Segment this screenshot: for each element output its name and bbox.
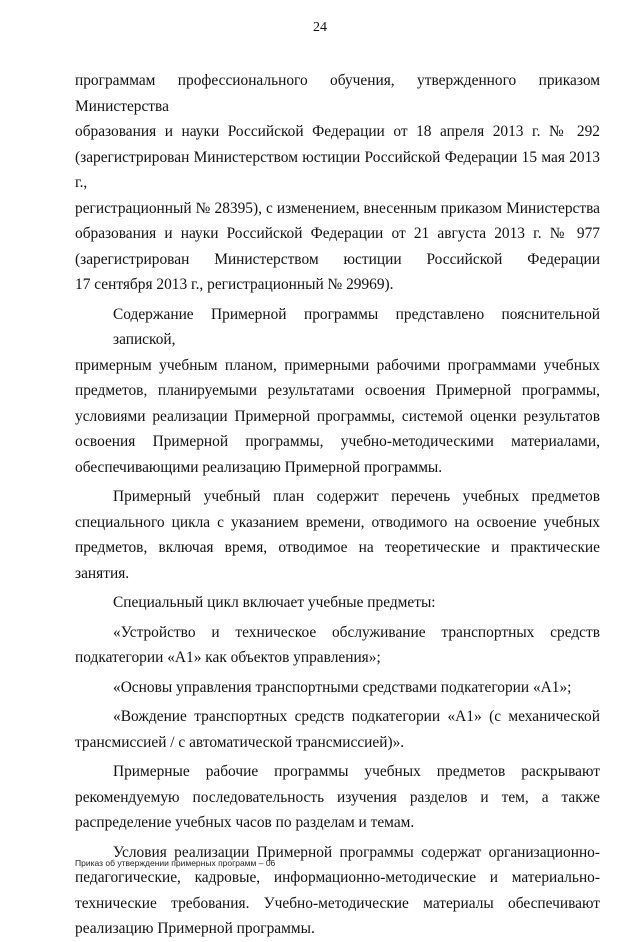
paragraph-6 bbox=[75, 675, 600, 701]
paragraph-9 bbox=[75, 840, 600, 942]
paragraph-5 bbox=[75, 620, 600, 671]
text-line: (зарегистрирован Министерством юстиции Российской Федерации bbox=[75, 250, 600, 268]
text-line: Специальный цикл включает учебные предметы: bbox=[113, 594, 436, 611]
text-line: Содержание Примерной программы представлено пояснительной запиской, bbox=[113, 305, 600, 348]
text-line: примерным учебным планом, примерными рабочими программами учебных bbox=[75, 356, 600, 374]
text-line: образования и науки Российской Федерации от 21 августа 2013 г. № 977 bbox=[75, 225, 600, 242]
paragraph-8 bbox=[75, 759, 600, 836]
text-line: Примерный учебный план содержит перечень учебных предметов bbox=[113, 488, 600, 505]
page-footer: Приказ об утверждении примерных программ – 06 bbox=[75, 858, 276, 868]
document-body bbox=[75, 68, 600, 942]
paragraph-3 bbox=[75, 484, 600, 586]
text-line: трансмиссией / с автоматической трансмиссией)». bbox=[75, 733, 405, 751]
text-line: педагогические, кадровые, информационно-методические и материально- bbox=[75, 869, 600, 886]
text-line: подкатегории «A1» как объектов управления»; bbox=[75, 649, 381, 666]
text-line: обеспечивающими реализацию Примерной программы. bbox=[75, 458, 443, 476]
text-line: Условия реализации Примерной программы содержат организационно- bbox=[113, 843, 600, 861]
text-line: распределение учебных часов по разделам и темам. bbox=[75, 814, 415, 831]
text-line: предметов, включая время, отводимое на теоретические и практические занятия. bbox=[75, 539, 600, 582]
text-line: «Основы управления транспортными средствами подкатегории «A1»; bbox=[113, 678, 572, 696]
paragraph-1 bbox=[75, 68, 600, 298]
text-line: специального цикла с указанием времени, отводимого на освоение учебных bbox=[75, 513, 600, 531]
text-line: реализацию Примерной программы. bbox=[75, 920, 315, 937]
paragraph-7 bbox=[75, 704, 600, 755]
text-line: рекомендуемую последовательность изучения разделов и тем, а также bbox=[75, 788, 600, 806]
text-line: регистрационный № 28395), с изменением, внесенным приказом Министерства bbox=[75, 199, 600, 217]
paragraph-2 bbox=[75, 302, 600, 481]
text-line: освоения Примерной программы, учебно-методическими материалами, bbox=[75, 433, 600, 450]
text-line: Примерные рабочие программы учебных предметов раскрывают bbox=[113, 763, 600, 780]
text-line: условиями реализации Примерной программы, системой оценки результатов bbox=[75, 407, 600, 425]
page-number: 24 bbox=[313, 20, 327, 35]
text-line: (зарегистрирован Министерством юстиции Российской Федерации 15 мая 2013 г., bbox=[75, 148, 600, 191]
text-line: программам профессионального обучения, утвержденного приказом Министерства bbox=[75, 72, 600, 115]
text-line: 17 сентября 2013 г., регистрационный № 29969). bbox=[75, 276, 394, 293]
text-line: технические требования. Учебно-методические материалы обеспечивают bbox=[75, 894, 600, 912]
text-line: предметов, планируемыми результатами освоения Примерной программы, bbox=[75, 382, 600, 399]
text-line: «Устройство и техническое обслуживание транспортных средств bbox=[113, 623, 600, 641]
text-line: образования и науки Российской Федерации от 18 апреля 2013 г. № 292 bbox=[75, 123, 600, 140]
paragraph-4 bbox=[75, 590, 600, 616]
text-line: «Вождение транспортных средств подкатегории «A1» (с механической bbox=[113, 708, 600, 725]
